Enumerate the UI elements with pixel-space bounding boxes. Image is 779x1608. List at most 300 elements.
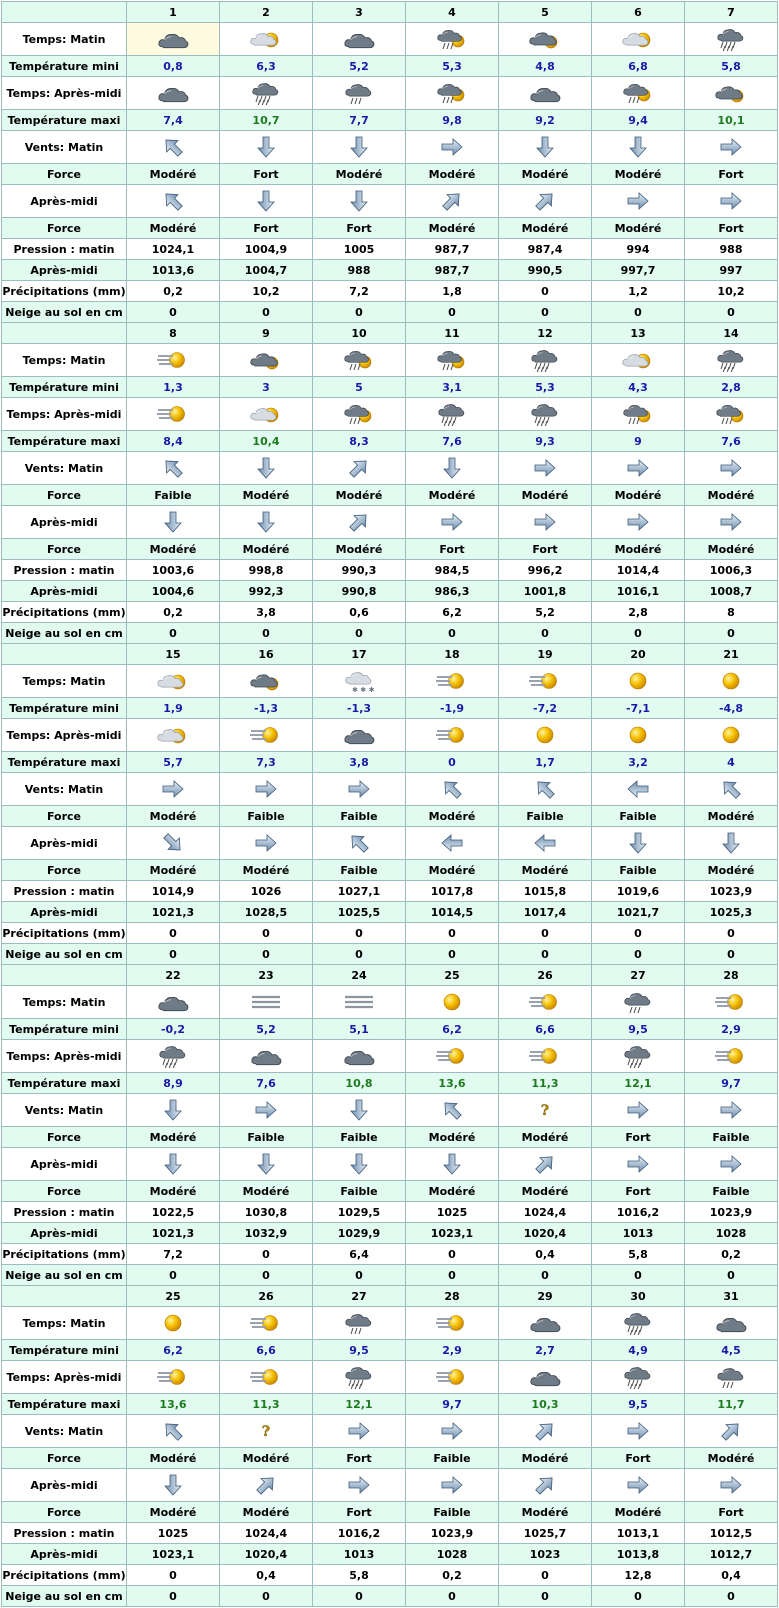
wind-arrow-e-icon — [406, 1473, 498, 1497]
wind-arrow-ne-icon — [685, 1419, 777, 1443]
day-number: 13 — [592, 323, 685, 344]
sun-mist-icon — [499, 990, 591, 1014]
snow-value: 0 — [685, 623, 778, 644]
pressure-morning-value: 994 — [592, 239, 685, 260]
day-number: 8 — [127, 323, 220, 344]
snow-value: 0 — [127, 944, 220, 965]
day-header-row — [2, 323, 778, 344]
weather-afternoon-cell — [220, 1040, 313, 1073]
temp-max-value: 9,7 — [685, 1073, 778, 1094]
wind-morning-cell — [127, 131, 220, 164]
wind-arrow-s-icon — [685, 831, 777, 855]
pressure-morning-value: 1023,9 — [406, 1523, 499, 1544]
force-morning-value: Modéré — [220, 1448, 313, 1469]
temp-min-value: 6,2 — [127, 1340, 220, 1361]
temp-max-value: 13,6 — [406, 1073, 499, 1094]
weather-morning-cell — [127, 986, 220, 1019]
weather-morning-cell — [406, 665, 499, 698]
force-morning-value: Fort — [220, 164, 313, 185]
snow-value: 0 — [406, 302, 499, 323]
snow-value: 0 — [685, 302, 778, 323]
wind-afternoon-cell — [127, 185, 220, 218]
weather-afternoon-cell — [685, 77, 778, 110]
row-label: Après-midi — [2, 185, 127, 218]
heavy-rain-icon — [685, 348, 777, 372]
pressure-morning-value: 996,2 — [499, 560, 592, 581]
wind-morning-row — [2, 452, 778, 485]
temp-min-value: -0,2 — [127, 1019, 220, 1040]
temp-max-value: 0 — [406, 752, 499, 773]
sun-cloud-icon — [127, 669, 219, 693]
weather-afternoon-cell — [685, 398, 778, 431]
svg-text:✱ ✱ ✱: ✱ ✱ ✱ — [352, 686, 375, 693]
precipitation-value: 10,2 — [220, 281, 313, 302]
force-morning-value: Modéré — [406, 1127, 499, 1148]
pressure-afternoon-row — [2, 1544, 778, 1565]
weather-morning-cell — [220, 986, 313, 1019]
temp-min-value: 6,2 — [406, 1019, 499, 1040]
row-label: Vents: Matin — [2, 1415, 127, 1448]
wind-arrow-s-icon — [313, 1152, 405, 1176]
day-number: 20 — [592, 644, 685, 665]
wind-afternoon-row — [2, 1469, 778, 1502]
pressure-morning-value: 1025 — [127, 1523, 220, 1544]
sun-mist-icon — [406, 669, 498, 693]
weather-morning-cell — [220, 665, 313, 698]
force-afternoon-row — [2, 539, 778, 560]
day-number: 5 — [499, 2, 592, 23]
pressure-afternoon-value: 990,5 — [499, 260, 592, 281]
temp-min-value: 1,9 — [127, 698, 220, 719]
weather-afternoon-row — [2, 77, 778, 110]
wind-arrow-e-icon — [592, 1098, 684, 1122]
force-afternoon-value: Modéré — [220, 860, 313, 881]
pressure-morning-row — [2, 1202, 778, 1223]
force-afternoon-value: Fort — [685, 1502, 778, 1523]
force-morning-value: Faible — [592, 806, 685, 827]
wind-morning-cell — [592, 1415, 685, 1448]
pressure-afternoon-value: 986,3 — [406, 581, 499, 602]
snow-value: 0 — [592, 1265, 685, 1286]
svg-text:?: ? — [540, 1103, 550, 1119]
day-number: 11 — [406, 323, 499, 344]
weather-afternoon-cell — [592, 1040, 685, 1073]
wind-morning-cell — [499, 1415, 592, 1448]
snow-value: 0 — [220, 1586, 313, 1607]
day-number: 30 — [592, 1286, 685, 1307]
rain-sun-icon — [592, 402, 684, 426]
precipitation-value: 0 — [127, 923, 220, 944]
weather-morning-row — [2, 23, 778, 56]
row-label: Force — [2, 1181, 127, 1202]
force-afternoon-value: Faible — [592, 860, 685, 881]
cloud-icon — [499, 1311, 591, 1335]
wind-morning-cell — [220, 1415, 313, 1448]
force-morning-row — [2, 806, 778, 827]
force-morning-value: Modéré — [499, 1127, 592, 1148]
temp-min-value: 9,5 — [313, 1340, 406, 1361]
pressure-morning-value: 1022,5 — [127, 1202, 220, 1223]
question-mark-icon — [499, 1098, 591, 1122]
row-label: Température maxi — [2, 1394, 127, 1415]
snow-value: 0 — [685, 944, 778, 965]
row-label: Vents: Matin — [2, 452, 127, 485]
sun-icon — [592, 723, 684, 747]
wind-arrow-ne-icon — [406, 189, 498, 213]
pressure-afternoon-value: 997,7 — [592, 260, 685, 281]
row-label: Temps: Après-midi — [2, 719, 127, 752]
wind-afternoon-row — [2, 827, 778, 860]
day-header-row — [2, 2, 778, 23]
wind-morning-cell — [685, 452, 778, 485]
temp-max-value: 8,9 — [127, 1073, 220, 1094]
weather-morning-row — [2, 1307, 778, 1340]
temp-min-value: -7,2 — [499, 698, 592, 719]
force-afternoon-value: Faible — [406, 1502, 499, 1523]
wind-arrow-nw-icon — [127, 135, 219, 159]
temp-max-value: 11,3 — [220, 1394, 313, 1415]
temp-max-value: 4 — [685, 752, 778, 773]
pressure-morning-value: 1014,4 — [592, 560, 685, 581]
row-label: Température mini — [2, 1340, 127, 1361]
wind-arrow-e-icon — [592, 510, 684, 534]
fog-icon — [220, 990, 312, 1014]
row-label: Temps: Après-midi — [2, 1361, 127, 1394]
day-number: 27 — [313, 1286, 406, 1307]
snow-value: 0 — [220, 623, 313, 644]
day-number: 17 — [313, 644, 406, 665]
weather-afternoon-cell — [220, 77, 313, 110]
cloud-icon — [127, 27, 219, 51]
temp-min-value: 2,9 — [685, 1019, 778, 1040]
pressure-afternoon-value: 1004,7 — [220, 260, 313, 281]
wind-afternoon-row — [2, 185, 778, 218]
snow-value: 0 — [406, 1586, 499, 1607]
wind-arrow-e-icon — [220, 831, 312, 855]
day-number: 26 — [220, 1286, 313, 1307]
pressure-morning-value: 1014,9 — [127, 881, 220, 902]
snow-value: 0 — [499, 1265, 592, 1286]
wind-morning-cell — [685, 1415, 778, 1448]
sun-mist-icon — [685, 990, 777, 1014]
row-label: Force — [2, 485, 127, 506]
wind-afternoon-cell — [313, 1148, 406, 1181]
wind-arrow-nw-icon — [499, 777, 591, 801]
wind-arrow-ne-icon — [499, 1473, 591, 1497]
pressure-morning-value: 1025,7 — [499, 1523, 592, 1544]
snow-value: 0 — [313, 944, 406, 965]
day-number: 1 — [127, 2, 220, 23]
pressure-afternoon-value: 990,8 — [313, 581, 406, 602]
pressure-morning-value: 1016,2 — [313, 1523, 406, 1544]
weather-morning-cell — [406, 1307, 499, 1340]
pressure-afternoon-value: 1008,7 — [685, 581, 778, 602]
weather-afternoon-cell — [685, 1040, 778, 1073]
pressure-morning-row — [2, 560, 778, 581]
snow-value: 0 — [127, 1586, 220, 1607]
wind-arrow-s-icon — [313, 135, 405, 159]
temp-min-value: 5,3 — [499, 377, 592, 398]
weather-morning-cell — [220, 1307, 313, 1340]
precipitation-value: 0 — [592, 923, 685, 944]
temp-min-value: 9,5 — [592, 1019, 685, 1040]
sun-mist-icon — [406, 723, 498, 747]
rain-sun-icon — [685, 402, 777, 426]
temp-max-row — [2, 1073, 778, 1094]
precipitation-value: 0 — [220, 1244, 313, 1265]
force-afternoon-value: Fort — [499, 539, 592, 560]
wind-morning-cell — [127, 1415, 220, 1448]
wind-morning-cell — [406, 1094, 499, 1127]
precipitation-value: 0,2 — [685, 1244, 778, 1265]
sun-mist-icon — [406, 1365, 498, 1389]
weather-morning-cell — [313, 1307, 406, 1340]
temp-min-value: 4,5 — [685, 1340, 778, 1361]
wind-morning-cell — [685, 1094, 778, 1127]
force-afternoon-value: Modéré — [592, 539, 685, 560]
row-label: Pression : matin — [2, 239, 127, 260]
pressure-afternoon-value: 1004,6 — [127, 581, 220, 602]
heavy-rain-icon — [127, 1044, 219, 1068]
precipitation-value: 8 — [685, 602, 778, 623]
cloud-icon — [313, 1044, 405, 1068]
day-number: 25 — [406, 965, 499, 986]
sun-mist-icon — [685, 1044, 777, 1068]
sun-mist-icon — [127, 348, 219, 372]
snow-row — [2, 944, 778, 965]
sun-icon — [685, 723, 777, 747]
cloud-sun-icon — [220, 669, 312, 693]
temp-min-value: -1,9 — [406, 698, 499, 719]
precipitation-value: 0 — [220, 923, 313, 944]
temp-max-row — [2, 752, 778, 773]
weather-afternoon-cell — [313, 1361, 406, 1394]
wind-afternoon-cell — [127, 1469, 220, 1502]
pressure-morning-value: 998,8 — [220, 560, 313, 581]
force-afternoon-value: Modéré — [406, 218, 499, 239]
weather-afternoon-cell — [685, 1361, 778, 1394]
force-afternoon-value: Modéré — [406, 1181, 499, 1202]
weather-afternoon-cell — [313, 719, 406, 752]
snow-value: 0 — [220, 944, 313, 965]
temp-max-value: 3,2 — [592, 752, 685, 773]
wind-morning-cell — [406, 131, 499, 164]
wind-arrow-ne-icon — [313, 456, 405, 480]
temp-min-row — [2, 1340, 778, 1361]
weather-morning-cell — [685, 986, 778, 1019]
pressure-morning-value: 990,3 — [313, 560, 406, 581]
force-afternoon-value: Faible — [685, 1181, 778, 1202]
day-number: 18 — [406, 644, 499, 665]
snow-value: 0 — [220, 302, 313, 323]
row-label: Après-midi — [2, 1148, 127, 1181]
wind-arrow-e-icon — [685, 135, 777, 159]
row-label: Force — [2, 164, 127, 185]
wind-arrow-ne-icon — [220, 1473, 312, 1497]
force-afternoon-value: Modéré — [499, 218, 592, 239]
pressure-afternoon-value: 992,3 — [220, 581, 313, 602]
weather-afternoon-cell — [685, 719, 778, 752]
wind-arrow-s-icon — [499, 135, 591, 159]
rain-sun-icon — [406, 27, 498, 51]
wind-morning-cell — [313, 1415, 406, 1448]
wind-arrow-e-icon — [220, 1098, 312, 1122]
precipitation-value: 5,2 — [499, 602, 592, 623]
wind-morning-cell — [313, 1094, 406, 1127]
wind-arrow-e-icon — [313, 1419, 405, 1443]
wind-arrow-s-icon — [127, 1473, 219, 1497]
day-number: 12 — [499, 323, 592, 344]
wind-arrow-w-icon — [499, 831, 591, 855]
temp-max-value: 3,8 — [313, 752, 406, 773]
precipitation-row — [2, 281, 778, 302]
force-afternoon-value: Modéré — [499, 860, 592, 881]
temp-min-row — [2, 1019, 778, 1040]
row-label: Précipitations (mm) — [2, 923, 127, 944]
pressure-afternoon-value: 1029,9 — [313, 1223, 406, 1244]
sun-mist-icon — [499, 1044, 591, 1068]
weather-afternoon-cell — [313, 77, 406, 110]
row-label: Après-midi — [2, 902, 127, 923]
force-morning-value: Faible — [685, 1127, 778, 1148]
weather-afternoon-cell — [592, 77, 685, 110]
wind-arrow-e-icon — [406, 1419, 498, 1443]
wind-arrow-ne-icon — [499, 189, 591, 213]
weather-afternoon-row — [2, 1361, 778, 1394]
force-morning-value: Faible — [499, 806, 592, 827]
wind-afternoon-row — [2, 506, 778, 539]
force-afternoon-value: Faible — [313, 860, 406, 881]
day-number: 21 — [685, 644, 778, 665]
sun-cloud-icon — [127, 723, 219, 747]
pressure-morning-value: 987,4 — [499, 239, 592, 260]
pressure-afternoon-value: 1023,1 — [127, 1544, 220, 1565]
weather-afternoon-cell — [499, 1361, 592, 1394]
force-morning-value: Modéré — [499, 164, 592, 185]
day-number: 6 — [592, 2, 685, 23]
weather-morning-cell — [127, 344, 220, 377]
wind-arrow-e-icon — [499, 456, 591, 480]
row-label: Neige au sol en cm — [2, 1265, 127, 1286]
force-morning-value: Modéré — [313, 164, 406, 185]
wind-arrow-e-icon — [406, 135, 498, 159]
pressure-morning-row — [2, 1523, 778, 1544]
temp-max-row — [2, 1394, 778, 1415]
pressure-morning-value: 1024,1 — [127, 239, 220, 260]
heavy-rain-icon — [592, 1365, 684, 1389]
wind-arrow-ne-icon — [313, 510, 405, 534]
wind-arrow-e-icon — [127, 777, 219, 801]
row-label: Précipitations (mm) — [2, 1244, 127, 1265]
weather-morning-cell — [406, 986, 499, 1019]
force-morning-value: Modéré — [685, 485, 778, 506]
force-morning-value: Faible — [220, 1127, 313, 1148]
rain-icon — [313, 81, 405, 105]
row-label: Temps: Matin — [2, 23, 127, 56]
heavy-rain-icon — [313, 1365, 405, 1389]
force-afternoon-value: Modéré — [127, 539, 220, 560]
force-afternoon-value: Modéré — [127, 860, 220, 881]
precipitation-value: 7,2 — [313, 281, 406, 302]
pressure-afternoon-value: 1012,7 — [685, 1544, 778, 1565]
pressure-afternoon-value: 1013 — [313, 1544, 406, 1565]
force-morning-value: Modéré — [592, 164, 685, 185]
row-label: Neige au sol en cm — [2, 302, 127, 323]
temp-min-value: 5,8 — [685, 56, 778, 77]
temp-min-value: 1,3 — [127, 377, 220, 398]
weather-afternoon-cell — [313, 398, 406, 431]
temp-max-value: 10,8 — [313, 1073, 406, 1094]
pressure-morning-row — [2, 881, 778, 902]
pressure-morning-value: 1027,1 — [313, 881, 406, 902]
force-morning-value: Fort — [592, 1448, 685, 1469]
day-number: 19 — [499, 644, 592, 665]
row-label: Force — [2, 1127, 127, 1148]
wind-arrow-s-icon — [220, 1152, 312, 1176]
wind-arrow-e-icon — [592, 189, 684, 213]
pressure-afternoon-value: 1025,3 — [685, 902, 778, 923]
cloud-sun-icon — [499, 27, 591, 51]
sun-mist-icon — [220, 723, 312, 747]
wind-morning-cell — [592, 1094, 685, 1127]
weather-afternoon-cell — [592, 398, 685, 431]
temp-max-value: 10,1 — [685, 110, 778, 131]
row-label: Après-midi — [2, 827, 127, 860]
day-number: 9 — [220, 323, 313, 344]
wind-morning-cell — [313, 131, 406, 164]
weather-morning-cell — [592, 665, 685, 698]
wind-morning-cell — [127, 1094, 220, 1127]
row-label — [2, 1286, 127, 1307]
sun-mist-icon — [406, 1311, 498, 1335]
row-label: Force — [2, 860, 127, 881]
pressure-morning-value: 1003,6 — [127, 560, 220, 581]
pressure-afternoon-value: 1028 — [685, 1223, 778, 1244]
weather-morning-cell — [499, 23, 592, 56]
temp-max-value: 7,6 — [406, 431, 499, 452]
pressure-afternoon-value: 1013,6 — [127, 260, 220, 281]
rain-sun-icon — [592, 81, 684, 105]
pressure-afternoon-row — [2, 902, 778, 923]
snow-value: 0 — [592, 1586, 685, 1607]
sun-mist-icon — [220, 1365, 312, 1389]
temp-max-value: 7,4 — [127, 110, 220, 131]
cloud-icon — [220, 1044, 312, 1068]
snow-icon — [313, 669, 405, 693]
snow-value: 0 — [499, 623, 592, 644]
weather-afternoon-cell — [127, 1361, 220, 1394]
temp-max-value: 5,7 — [127, 752, 220, 773]
day-number: 25 — [127, 1286, 220, 1307]
force-morning-value: Modéré — [499, 485, 592, 506]
row-label — [2, 965, 127, 986]
wind-afternoon-cell — [406, 827, 499, 860]
wind-morning-row — [2, 1094, 778, 1127]
temp-min-value: 6,6 — [220, 1340, 313, 1361]
weather-table — [1, 1, 778, 1607]
pressure-morning-value: 1012,5 — [685, 1523, 778, 1544]
precipitation-value: 0,2 — [406, 1565, 499, 1586]
row-label: Après-midi — [2, 581, 127, 602]
wind-morning-cell — [499, 452, 592, 485]
row-label: Pression : matin — [2, 560, 127, 581]
temp-max-value: 9,8 — [406, 110, 499, 131]
wind-arrow-e-icon — [499, 510, 591, 534]
pressure-afternoon-value: 1020,4 — [499, 1223, 592, 1244]
pressure-morning-value: 1015,8 — [499, 881, 592, 902]
pressure-afternoon-value: 988 — [313, 260, 406, 281]
sun-icon — [592, 669, 684, 693]
